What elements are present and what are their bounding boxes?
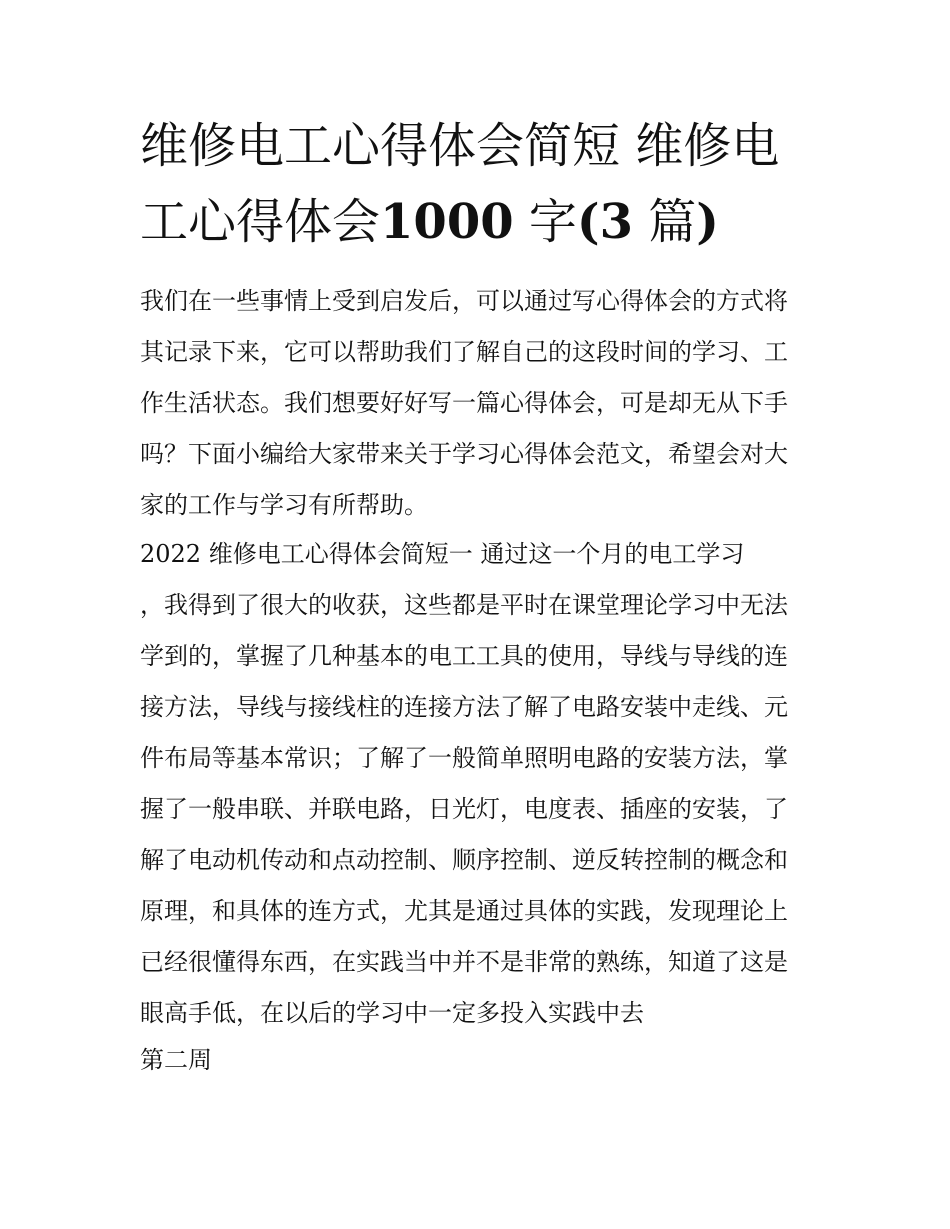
section-line: 解了电动机传动和点动控制、顺序控制、逆反转控制的概念和	[140, 846, 788, 874]
title-line-2-prefix: 工心得体会	[140, 194, 381, 250]
title-line-1: 维修电工心得体会简短 维修电	[140, 118, 780, 174]
section-line: ，我得到了很大的收获，这些都是平时在课堂理论学习中无法	[140, 591, 788, 619]
section-line: 学到的，掌握了几种基本的电工工具的使用，导线与导线的连	[140, 642, 788, 670]
title-word-count: 1000	[380, 194, 514, 250]
intro-line: 其记录下来，它可以帮助我们了解自己的这段时间的学习、工	[140, 338, 788, 366]
section-line: 接方法，导线与接线柱的连接方法了解了电路安装中走线、元	[140, 693, 788, 721]
title-unit-char: 字	[513, 194, 577, 250]
section-paragraph	[140, 580, 820, 1039]
title-line-2	[140, 184, 820, 260]
document-title	[140, 108, 820, 260]
intro-line: 吗？下面小编给大家带来关于学习心得体会范文，希望会对大	[140, 440, 788, 468]
week-label	[140, 1035, 820, 1086]
title-paren-close: )	[696, 194, 719, 250]
week-label-text: 第二周	[140, 1046, 212, 1074]
intro-paragraph	[140, 276, 820, 531]
title-piece-char: 篇	[632, 194, 697, 250]
section-line: 握了一般串联、并联电路，日光灯，电度表、插座的安装，了	[140, 795, 788, 823]
intro-line: 我们在一些事情上受到启发后，可以通过写心得体会的方式将	[140, 287, 788, 315]
section-line: 原理，和具体的连方式，尤其是通过具体的实践，发现理论上	[140, 897, 788, 925]
intro-line: 作生活状态。我们想要好好写一篇心得体会，可是却无从下手	[140, 389, 788, 417]
section-heading-text: 2022 维修电工心得体会简短一 通过这一个月的电工学习	[140, 540, 745, 568]
section-line: 已经很懂得东西，在实践当中并不是非常的熟练，知道了这是	[140, 948, 788, 976]
intro-line: 家的工作与学习有所帮助。	[140, 491, 428, 519]
section-heading	[140, 529, 820, 580]
section-line: 件布局等基本常识；了解了一般简单照明电路的安装方法，掌	[140, 744, 788, 772]
title-paren-open: (3	[576, 194, 633, 250]
section-line: 眼高手低，在以后的学习中一定多投入实践中去	[140, 999, 644, 1027]
